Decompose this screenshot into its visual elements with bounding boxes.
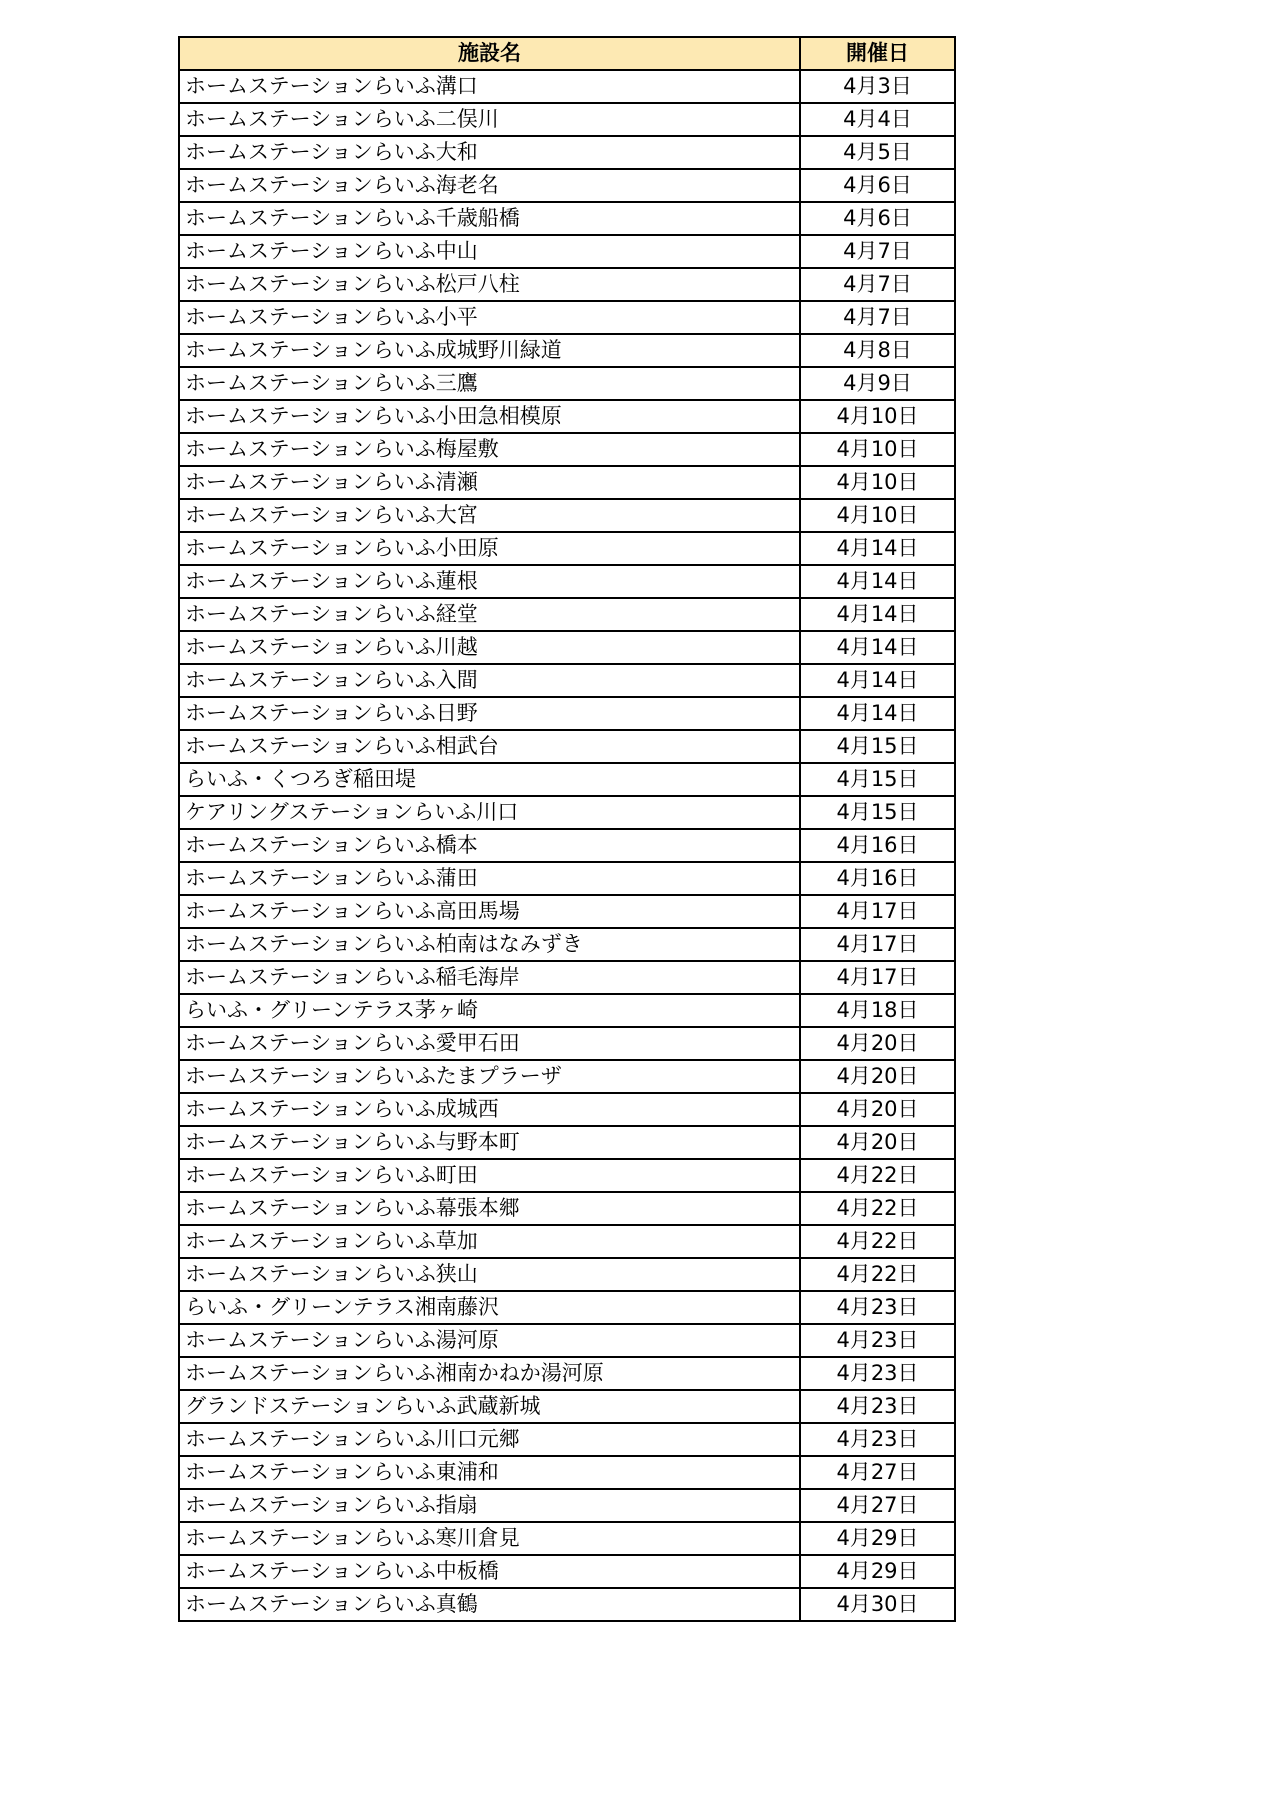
event-date-cell: 4月20日	[800, 1126, 955, 1159]
facility-column-header: 施設名	[179, 37, 800, 70]
table-row	[179, 763, 955, 796]
facility-name-cell: ホームステーションらいふ小田急相模原	[179, 400, 800, 433]
table-row	[179, 1258, 955, 1291]
table-row	[179, 1027, 955, 1060]
table-row	[179, 598, 955, 631]
facility-name-cell: ホームステーションらいふ千歳船橋	[179, 202, 800, 235]
table-row	[179, 367, 955, 400]
facility-name-cell: ホームステーションらいふ清瀬	[179, 466, 800, 499]
table-row	[179, 1126, 955, 1159]
facility-name-cell: ホームステーションらいふ川越	[179, 631, 800, 664]
facility-name-cell: ホームステーションらいふ東浦和	[179, 1456, 800, 1489]
facility-name-cell: ホームステーションらいふ稲毛海岸	[179, 961, 800, 994]
facility-name-cell: ホームステーションらいふ日野	[179, 697, 800, 730]
event-date-cell: 4月15日	[800, 796, 955, 829]
event-date-cell: 4月20日	[800, 1027, 955, 1060]
facility-name-cell: らいふ・くつろぎ稲田堤	[179, 763, 800, 796]
facility-name-cell: ホームステーションらいふ与野本町	[179, 1126, 800, 1159]
table-row	[179, 895, 955, 928]
event-date-cell: 4月22日	[800, 1258, 955, 1291]
facility-name-cell: らいふ・グリーンテラス湘南藤沢	[179, 1291, 800, 1324]
event-date-cell: 4月23日	[800, 1423, 955, 1456]
facility-name-cell: ホームステーションらいふ愛甲石田	[179, 1027, 800, 1060]
event-date-cell: 4月23日	[800, 1390, 955, 1423]
table-row	[179, 1060, 955, 1093]
table-row	[179, 1093, 955, 1126]
table-row	[179, 730, 955, 763]
event-date-cell: 4月10日	[800, 400, 955, 433]
table-row	[179, 961, 955, 994]
event-date-cell: 4月5日	[800, 136, 955, 169]
table-row	[179, 1324, 955, 1357]
facility-name-cell: ホームステーションらいふ入間	[179, 664, 800, 697]
table-row	[179, 631, 955, 664]
facility-name-cell: ホームステーションらいふ中山	[179, 235, 800, 268]
table-row	[179, 400, 955, 433]
table-row	[179, 466, 955, 499]
table-row	[179, 334, 955, 367]
event-date-cell: 4月14日	[800, 598, 955, 631]
table-row	[179, 1390, 955, 1423]
facility-name-cell: ホームステーションらいふ幕張本郷	[179, 1192, 800, 1225]
table-row	[179, 103, 955, 136]
event-date-cell: 4月23日	[800, 1324, 955, 1357]
event-date-cell: 4月14日	[800, 631, 955, 664]
event-date-cell: 4月20日	[800, 1093, 955, 1126]
date-column-header: 開催日	[800, 37, 955, 70]
event-date-cell: 4月15日	[800, 763, 955, 796]
facility-name-cell: ホームステーションらいふ海老名	[179, 169, 800, 202]
event-date-cell: 4月14日	[800, 532, 955, 565]
event-date-cell: 4月4日	[800, 103, 955, 136]
table-row	[179, 1522, 955, 1555]
facility-name-cell: ホームステーションらいふ経堂	[179, 598, 800, 631]
facility-name-cell: ホームステーションらいふ湘南かねか湯河原	[179, 1357, 800, 1390]
event-date-cell: 4月3日	[800, 70, 955, 103]
event-date-cell: 4月14日	[800, 664, 955, 697]
event-date-cell: 4月14日	[800, 565, 955, 598]
event-date-cell: 4月7日	[800, 301, 955, 334]
table-body	[179, 70, 955, 1621]
event-date-cell: 4月29日	[800, 1522, 955, 1555]
event-date-cell: 4月6日	[800, 169, 955, 202]
table-row	[179, 202, 955, 235]
facility-name-cell: ホームステーションらいふ寒川倉見	[179, 1522, 800, 1555]
event-date-cell: 4月22日	[800, 1192, 955, 1225]
table-row	[179, 1291, 955, 1324]
event-date-cell: 4月7日	[800, 268, 955, 301]
table-row	[179, 1555, 955, 1588]
table-row	[179, 169, 955, 202]
facility-name-cell: ホームステーションらいふ松戸八柱	[179, 268, 800, 301]
table-row	[179, 1357, 955, 1390]
event-date-cell: 4月18日	[800, 994, 955, 1027]
table-row	[179, 70, 955, 103]
facility-name-cell: ホームステーションらいふ高田馬場	[179, 895, 800, 928]
facility-name-cell: ホームステーションらいふ狭山	[179, 1258, 800, 1291]
event-date-cell: 4月27日	[800, 1456, 955, 1489]
event-date-cell: 4月23日	[800, 1357, 955, 1390]
event-date-cell: 4月10日	[800, 433, 955, 466]
facility-name-cell: ホームステーションらいふ梅屋敷	[179, 433, 800, 466]
event-date-cell: 4月17日	[800, 928, 955, 961]
table-row	[179, 862, 955, 895]
table-row	[179, 1225, 955, 1258]
facility-name-cell: ホームステーションらいふ指扇	[179, 1489, 800, 1522]
event-date-cell: 4月22日	[800, 1159, 955, 1192]
facility-name-cell: ホームステーションらいふ成城西	[179, 1093, 800, 1126]
table-row	[179, 664, 955, 697]
facility-name-cell: ホームステーションらいふ小平	[179, 301, 800, 334]
event-date-cell: 4月8日	[800, 334, 955, 367]
facility-name-cell: ホームステーションらいふ中板橋	[179, 1555, 800, 1588]
table-row	[179, 136, 955, 169]
facility-name-cell: ホームステーションらいふ橋本	[179, 829, 800, 862]
event-date-cell: 4月7日	[800, 235, 955, 268]
table-row	[179, 1159, 955, 1192]
table-row	[179, 268, 955, 301]
event-date-cell: 4月17日	[800, 961, 955, 994]
table-row	[179, 499, 955, 532]
table-row	[179, 1456, 955, 1489]
table-row	[179, 235, 955, 268]
event-date-cell: 4月16日	[800, 862, 955, 895]
table-row	[179, 829, 955, 862]
event-date-cell: 4月10日	[800, 466, 955, 499]
facility-name-cell: ホームステーションらいふ川口元郷	[179, 1423, 800, 1456]
facility-name-cell: グランドステーションらいふ武蔵新城	[179, 1390, 800, 1423]
table-row	[179, 994, 955, 1027]
event-date-cell: 4月6日	[800, 202, 955, 235]
event-date-cell: 4月29日	[800, 1555, 955, 1588]
event-date-cell: 4月9日	[800, 367, 955, 400]
facility-name-cell: ホームステーションらいふ三鷹	[179, 367, 800, 400]
event-date-cell: 4月20日	[800, 1060, 955, 1093]
facility-name-cell: ホームステーションらいふ溝口	[179, 70, 800, 103]
event-date-cell: 4月16日	[800, 829, 955, 862]
facility-name-cell: ホームステーションらいふ成城野川緑道	[179, 334, 800, 367]
event-date-cell: 4月15日	[800, 730, 955, 763]
schedule-table	[178, 36, 956, 1622]
facility-name-cell: ホームステーションらいふ二俣川	[179, 103, 800, 136]
table-row	[179, 1588, 955, 1621]
facility-name-cell: ホームステーションらいふ草加	[179, 1225, 800, 1258]
table-row	[179, 1192, 955, 1225]
facility-name-cell: ケアリングステーションらいふ川口	[179, 796, 800, 829]
facility-name-cell: ホームステーションらいふ蒲田	[179, 862, 800, 895]
event-date-cell: 4月30日	[800, 1588, 955, 1621]
table-row	[179, 565, 955, 598]
facility-name-cell: ホームステーションらいふ真鶴	[179, 1588, 800, 1621]
facility-name-cell: ホームステーションらいふ蓮根	[179, 565, 800, 598]
table-row	[179, 301, 955, 334]
table-row	[179, 928, 955, 961]
event-date-cell: 4月14日	[800, 697, 955, 730]
facility-name-cell: ホームステーションらいふ小田原	[179, 532, 800, 565]
facility-name-cell: ホームステーションらいふ大宮	[179, 499, 800, 532]
facility-name-cell: らいふ・グリーンテラス茅ヶ崎	[179, 994, 800, 1027]
facility-name-cell: ホームステーションらいふ柏南はなみずき	[179, 928, 800, 961]
event-date-cell: 4月10日	[800, 499, 955, 532]
event-date-cell: 4月22日	[800, 1225, 955, 1258]
event-date-cell: 4月23日	[800, 1291, 955, 1324]
facility-name-cell: ホームステーションらいふ湯河原	[179, 1324, 800, 1357]
facility-name-cell: ホームステーションらいふたまプラーザ	[179, 1060, 800, 1093]
facility-name-cell: ホームステーションらいふ相武台	[179, 730, 800, 763]
table-row	[179, 433, 955, 466]
table-row	[179, 1423, 955, 1456]
table-header-row	[179, 37, 955, 70]
table-row	[179, 697, 955, 730]
event-date-cell: 4月27日	[800, 1489, 955, 1522]
table-row	[179, 532, 955, 565]
event-date-cell: 4月17日	[800, 895, 955, 928]
table-row	[179, 1489, 955, 1522]
facility-name-cell: ホームステーションらいふ大和	[179, 136, 800, 169]
table-row	[179, 796, 955, 829]
facility-name-cell: ホームステーションらいふ町田	[179, 1159, 800, 1192]
